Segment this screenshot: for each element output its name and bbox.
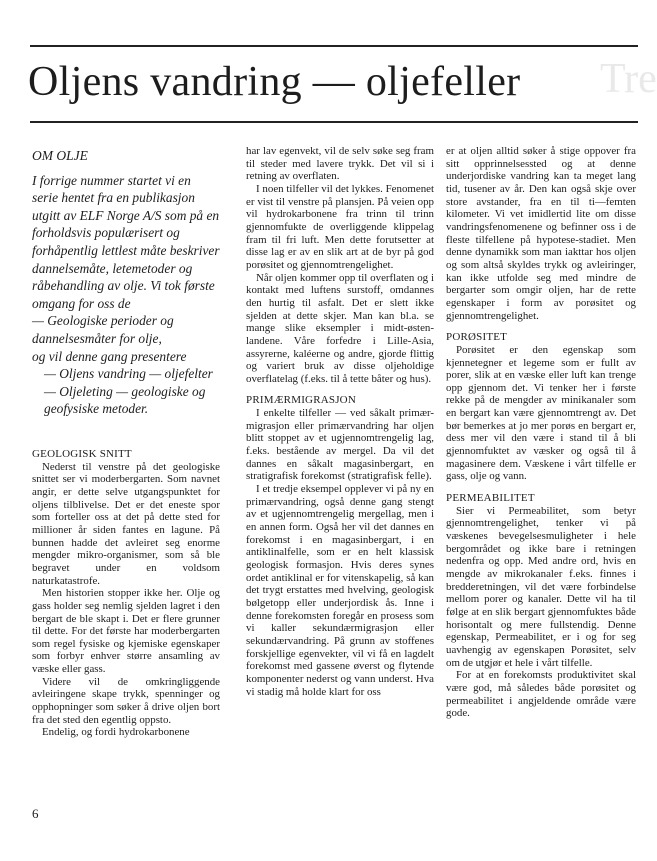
column-2 [246,145,434,698]
section-heading-primaermigrasjon: PRIMÆRMIGRASJON [246,394,356,407]
intro-item: — Oljens vandring — oljefelter [44,366,213,382]
column-3 [446,145,636,720]
paragraph: Endelig, og fordi hydrokarbonene [42,726,190,739]
intro-text: I forrige nummer startet vi en serie hentet fra en publikasjon utgitt av ELF Norge A/S som på en forholdsvis populærisert og forhåpentlig lettlest måte beskriver dannelsemåte, letemetoder og råbehandling av olje. Vi tok første omgang for oss de [32,172,220,311]
paragraph: Men historien stopper ikke her. Olje og gass holder seg nemlig sjelden lagret i den bergart de ble skapt i. Det er flere grunner til dette. For det første har moderbergarten som regel fysiske og kjemiske egenskaper som forbyr enhver større ansamling av væske eller gass. [32,587,220,676]
section-heading-permeabilitet: PERMEABILITET [446,492,535,505]
title-rule [30,121,638,123]
page-number: 6 [32,806,39,821]
page-title: Oljens vandring — oljefeller [28,59,521,105]
column-1 [32,150,220,739]
paragraph: Porøsitet er den egenskap som kjennetegner et legeme som er fullt av porer, slik at en væske eller luft kan trenge opp gjennom det. Vi tenker her i første rekke på de mengder av minikanaler som en bergart kan være gjennomtrengt av. Det bør bemerkes at jo mer porøs en bergart er, dess mer vil den være i stand til å bli gjennomfuktet av væsker og også til å magasinere dem. Væskene i vårt tilfelle er gass, olje og vann. [446,343,636,483]
paragraph: Sier vi Permeabilitet, som betyr gjennomtrengelighet, tenker vi på væskenes bevegelsesmuligheter i hele bergområdet og ikke bare i retningen nedenfra og opp. Med andre ord, hvis en mengde av mikrokanaler f.eks. finnes i bredderetningen, vil det være forbindelse mellom porer og kanaler. Dette vil ha til følge at en slik bergart gjennomfuktes både horisontalt og mere fullstendig. Denne egenskap, Permeabilitet, er i og for seg uavhengig av egenskapen Porøsitet, selv om de utgjør et hele i vårt tilfelle. [446,504,636,669]
paragraph: Nederst til venstre på det geologiske snittet ser vi moderbergarten. Som navnet angir, er dette selve utgangspunktet for oljens tilblivelse. Det er det eneste spor som forteller oss at det på dette sted for millioner år siden fantes en lagune. På bunnen hadde det avleiret seg enorme mengder mikro-organismer, som så ble begravet under en voldsom naturkatastrofe. [32,460,220,587]
intro-block [32,172,220,418]
paragraph: I et tredje eksempel opplever vi på ny en primærvandring, også denne gang stengt av et ugjennomtrengelig mergellag, men i en annen form. Også her vil det dannes en forekomst i en magasinbergart, i en antiklinalfelle, som er en helt klassisk geologisk formasjon. Hvis deres synes ordet antiklinal er for vitenskapelig, så kan det trygt erstattes med hvelving, geologisk bølgetopp eller underjordisk ås. Inne i denne forekomsten foregår en prosess som vi kaller sekundærmigrasjon eller sekundærvandring. På grunn av stoffenes forskjellige egenvekter, vil vi få en lagdelt forekomst med gassene øverst og flytende komponenter nederst og vann underst. Hva vi stadig må holde klart for oss [246,483,434,698]
section-heading-geologisk-snitt: GEOLOGISK SNITT [32,447,132,460]
paragraph: Når oljen kommer opp til overflaten og i kontakt med luftens surstoff, omdannes den hurtig til asfalt. Det er slett ikke sjelden at dette skjer. Man kan bl.a. se mange slike eksempler i midt-østen-landene. Våre forfedre i Lille-Asia, assyrerne, kaléerne og andre, gjorde flittig og variert bruk av disse oljeholdige overflatelag (f.eks. til å tette båter og hus). [246,271,434,385]
intro-item: — Oljeleting — geologiske og geofysiske metoder. [44,383,206,417]
paragraph: er at oljen alltid søker å stige oppover fra sitt opprinnelsessted og at denne underjordiske vandring kan ta meget lang tid, tusener av år. Den kan også skje over store avstander, fra en til ti—femten kilometer. Vi vet imidlertid lite om disse vandringsfenomenene og befinner oss i de fleste tilfellene på hypotese-stadiet. Men denne dynamikk som man iakttar hos oljen og som altså skyldes trykk og avleiringer, kan ikke utfolde seg med mindre de bergarter som omgir oljen, har de rette egenskaper i form av porøsitet og gjennomtrengelighet. [446,145,636,322]
intro-item: — Geologiske perioder og dannelsesmåter for olje, [32,313,174,346]
paragraph: Videre vil de omkringliggende avleiringene skape trykk, spenninger og opphopninger som søker å drive oljen bort fra det sted den egentlig oppsto. [32,675,220,726]
paragraph: har lav egenvekt, vil de selv søke seg fram til steder med lavere trykk. Det vil si i retning av overflaten. [246,145,434,183]
paragraph: I noen tilfeller vil det lykkes. Fenomenet er vist til venstre på plansjen. På veien opp vil hydrokarbonene fra trinn til trinn gjennomfukte de overliggende klippelag fram til fri luft. Men dette forutsetter at disse lag er av en slik art at de byr på god porøsitet og gjennomtrengelighet. [246,182,434,271]
top-rule [30,45,638,47]
paragraph: For at en forekomsts produktivitet skal være god, må således både porøsitet og permeabilitet i angjeldende område være gode. [446,669,636,720]
intro-heading: OM OLJE [32,148,88,163]
paragraph: I enkelte tilfeller — ved såkalt primær-migrasjon eller primærvandring har oljen blitt stoppet av et ugjennomtrengelig lag, f.eks. bestående av mergel. Da vil det dannes en såkalt magasinbergart, en stratigrafisk forekomst (stratigrafisk felle). [246,407,434,483]
section-heading-porositet: PORØSITET [446,331,508,344]
intro-item: og vil denne gang presentere [32,348,187,364]
ghost-show-through-text: Tre [600,56,657,102]
